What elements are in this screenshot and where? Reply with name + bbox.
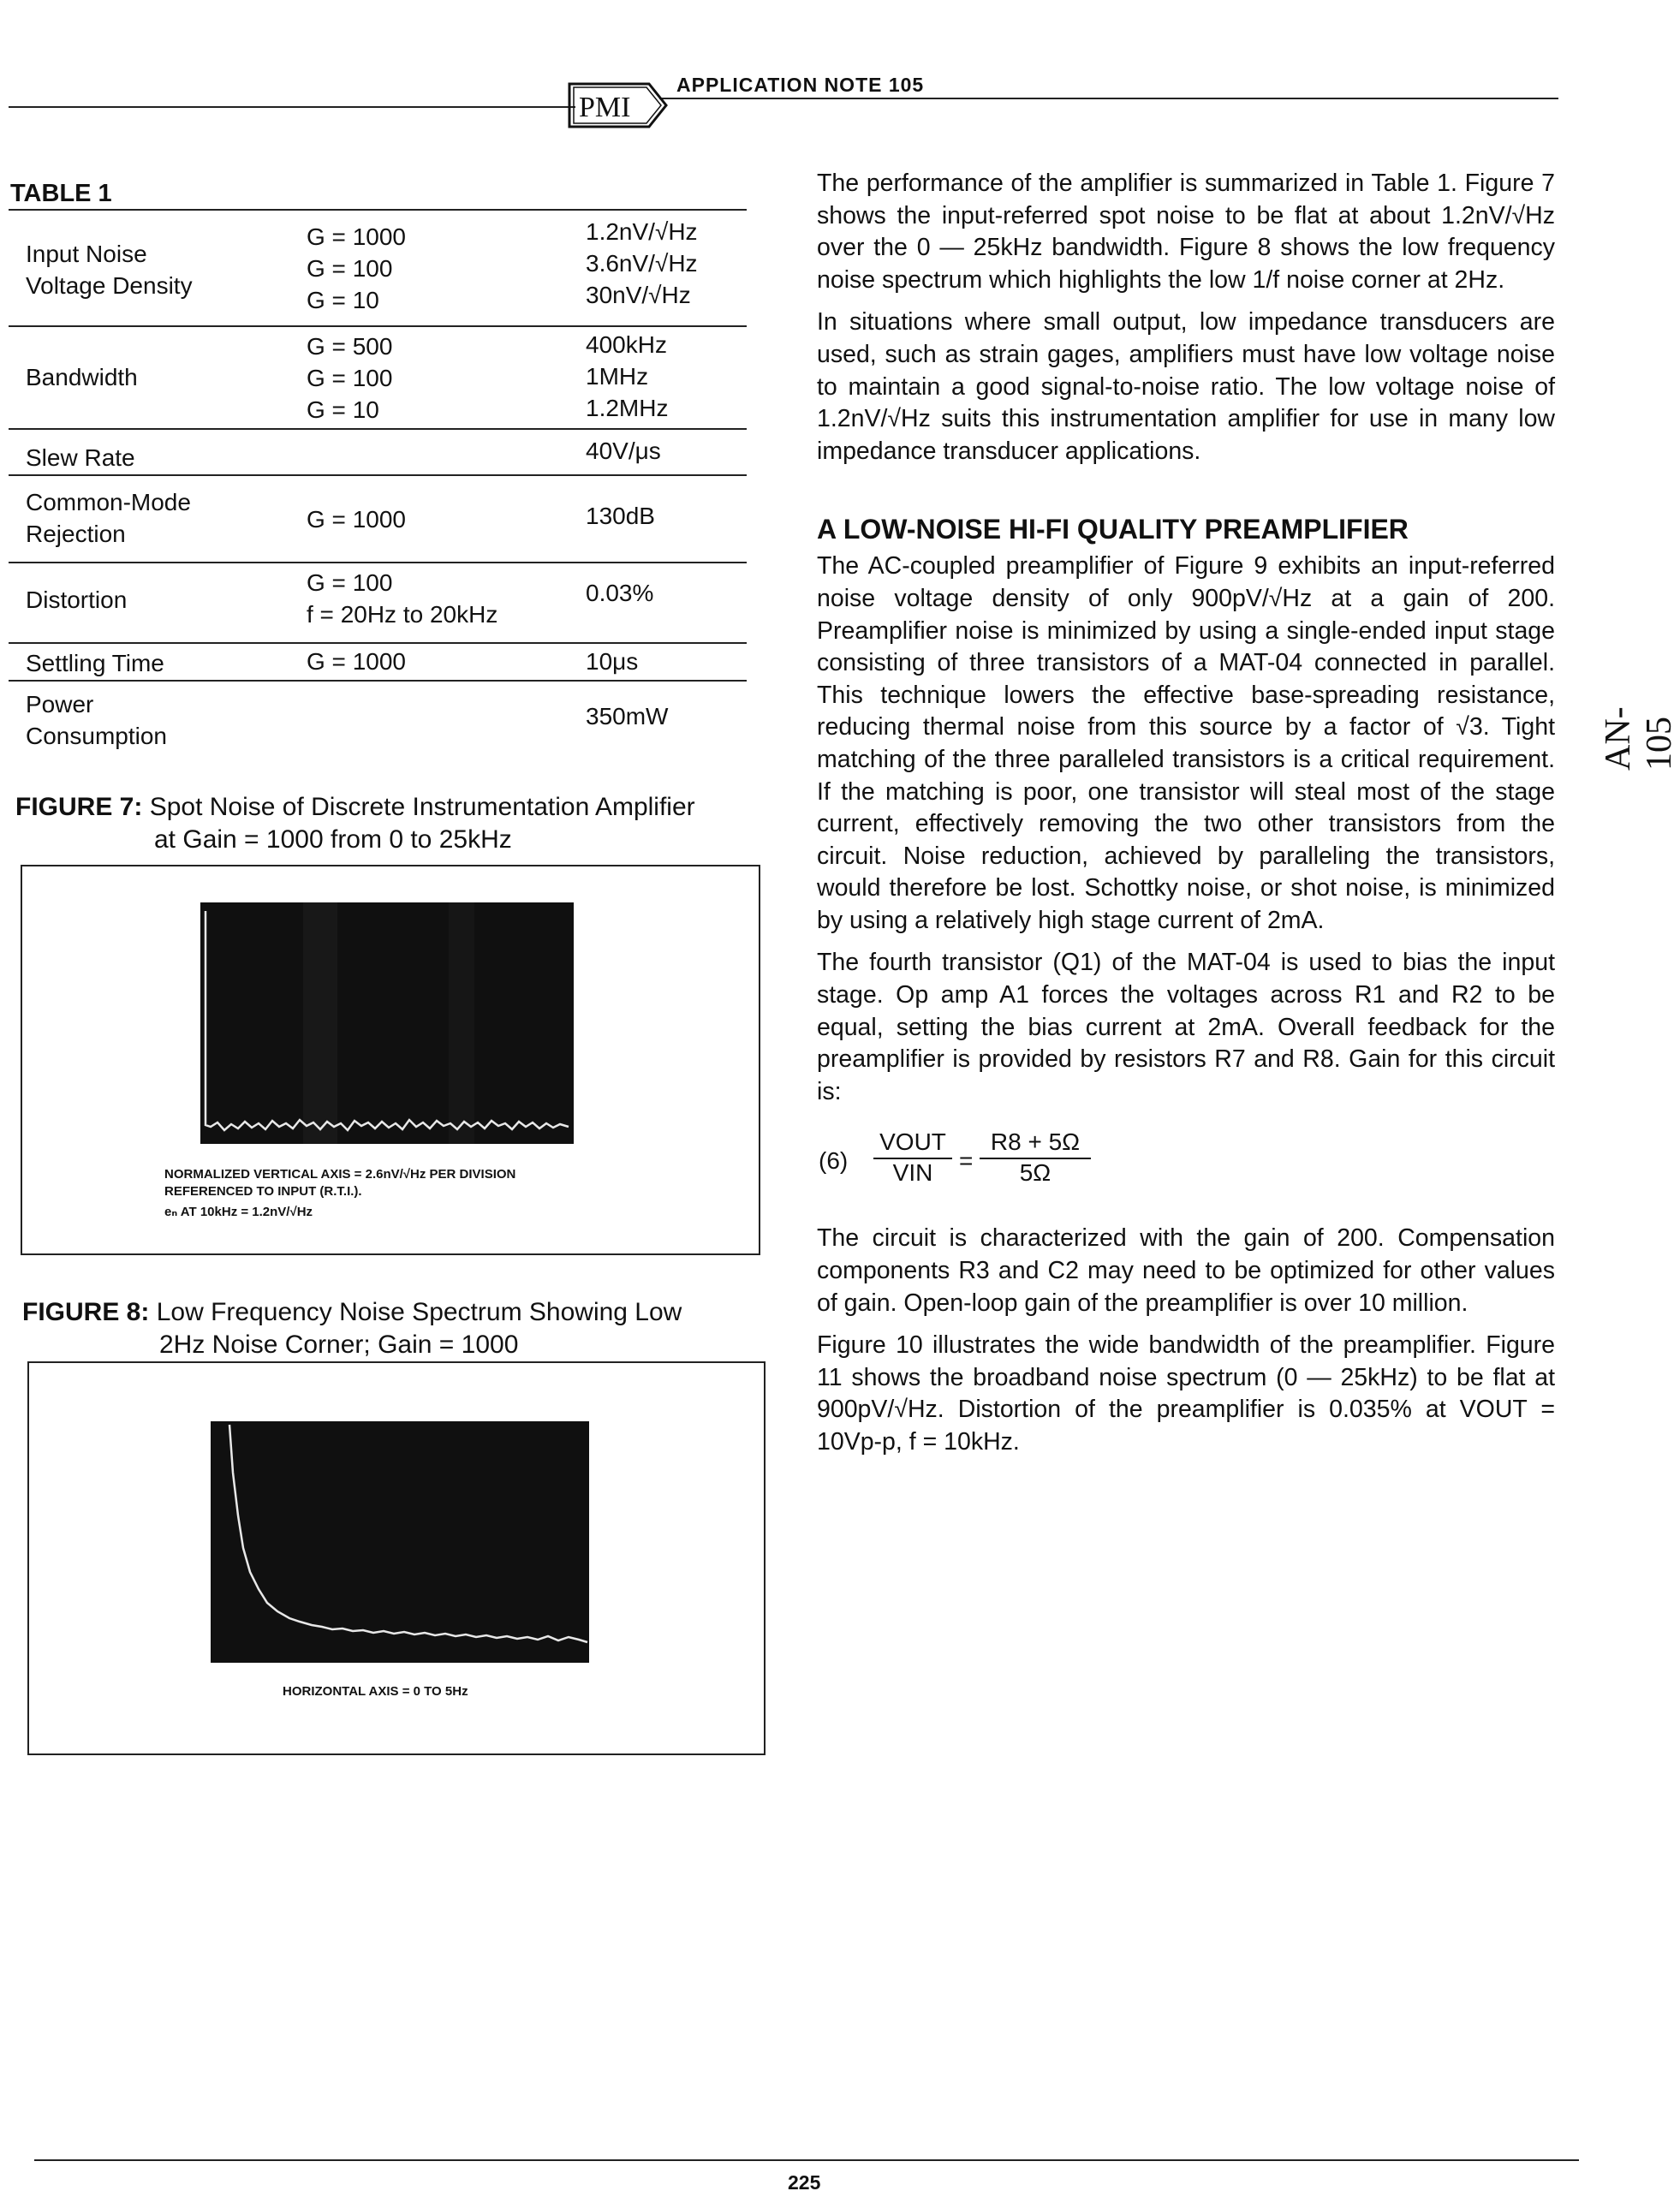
- right-column: [817, 168, 1555, 1459]
- paragraph-bias: The fourth transistor (Q1) of the MAT-04 is used to bias the input stage. Op amp A1 forces the voltages across R1 and R2 to be equal, setting the bias current at 2mA. Overall feedback for the preamplifier is provided by resistors R7 and R8. Gain for this circuit is:: [817, 949, 1555, 1105]
- equation-lhs-numerator: VOUT: [873, 1128, 952, 1159]
- value-cell: [586, 500, 655, 532]
- value-cell: [586, 216, 698, 311]
- table-title: TABLE 1: [10, 180, 112, 207]
- condition-line: G = 100: [307, 569, 393, 596]
- figure8-caption: [22, 1296, 767, 1361]
- value-line: 400kHz: [586, 331, 667, 358]
- pmi-logo-text: PMI: [579, 92, 631, 123]
- figure8-scope-image: [211, 1421, 589, 1663]
- condition-line: f = 20Hz to 20kHz: [307, 601, 498, 628]
- condition-line: G = 100: [307, 255, 393, 282]
- footer-rule: [34, 2159, 1579, 2161]
- page-number: 225: [788, 2171, 821, 2194]
- value-cell: [586, 646, 638, 677]
- figure7-note-line1: NORMALIZED VERTICAL AXIS = 2.6nV/√Hz PER DIVISION: [164, 1167, 516, 1182]
- figure8-caption-line2: 2Hz Noise Corner; Gain = 1000: [159, 1331, 519, 1359]
- equation-lhs: [873, 1128, 952, 1187]
- table-row: [9, 474, 747, 562]
- param-line: Bandwidth: [26, 364, 138, 390]
- param-cell: [26, 647, 164, 679]
- value-line: 3.6nV/√Hz: [586, 250, 698, 277]
- param-line: Slew Rate: [26, 444, 135, 471]
- figure7-caption: [15, 791, 760, 856]
- condition-cell: [307, 646, 406, 677]
- param-line: Common-Mode: [26, 489, 191, 515]
- figure7-scope-image: [200, 902, 574, 1144]
- table-row: [9, 562, 747, 642]
- gain-equation: [817, 1127, 1555, 1204]
- param-line: Settling Time: [26, 650, 164, 676]
- value-cell: [586, 577, 653, 609]
- equation-rhs-denominator: 5Ω: [1019, 1159, 1051, 1187]
- header-rule-left: [9, 106, 575, 108]
- side-tab-label: AN-105: [1599, 706, 1679, 771]
- equation-equals: =: [959, 1147, 974, 1175]
- value-cell: [586, 435, 661, 467]
- value-line: 350mW: [586, 703, 669, 729]
- param-cell: [26, 584, 127, 616]
- condition-line: G = 10: [307, 287, 379, 313]
- figure8-caption-line1: Low Frequency Noise Spectrum Showing Low: [156, 1298, 682, 1326]
- value-line: 40V/μs: [586, 438, 661, 464]
- table-row: [9, 642, 747, 680]
- value-line: 1.2nV/√Hz: [586, 218, 698, 245]
- value-line: 1.2MHz: [586, 395, 669, 421]
- value-cell: [586, 700, 668, 732]
- value-line: 30nV/√Hz: [586, 282, 691, 308]
- spec-table: [9, 209, 747, 760]
- figure8-label: FIGURE 8:: [22, 1298, 150, 1326]
- paragraph-performance: The performance of the amplifier is summarized in Table 1. Figure 7 shows the input-referred spot noise to be flat at about 1.2nV/√Hz over the 0 — 25kHz bandwidth. Figure 8 shows the low frequency noise spectrum which highlights the low 1/f noise corner at 2Hz.: [817, 170, 1555, 294]
- param-cell: [26, 361, 138, 393]
- figure7-caption-line2: at Gain = 1000 from 0 to 25kHz: [154, 825, 512, 854]
- paragraph-preamplifier: The AC-coupled preamplifier of Figure 9 exhibits an input-referred noise voltage density of only 900pV/√Hz at a gain of 200. Preamplifier noise is minimized by using a single-ended input stage consisting of three transistors of a MAT-04 connected in parallel. This technique lowers the effective base-spreading resistance, reducing thermal noise from this source by a factor of √3. Tight matching of the three paralleled transistors is a critical requirement. If the matching is poor, one transistor will steal most of the stage current, effectively removing the two other transistors from the circuit. Noise reduction, achieved by paralleling the transistors, would therefore be lost. Schottky noise, or shot noise, is minimized by using a relatively high stage current of 2mA.: [817, 552, 1555, 934]
- condition-line: G = 100: [307, 365, 393, 391]
- param-line: Voltage Density: [26, 272, 193, 299]
- param-cell: [26, 442, 135, 473]
- figure7-frame: [21, 865, 760, 1255]
- figure7-note-line3: eₙ AT 10kHz = 1.2nV/√Hz: [164, 1205, 313, 1219]
- table-row: [9, 428, 747, 474]
- equation-lhs-denominator: VIN: [892, 1159, 933, 1187]
- equation-rhs: [980, 1128, 1091, 1187]
- paragraph-transducers: In situations where small output, low impedance transducers are used, such as strain gages, amplifiers must have low voltage noise to maintain a good signal-to-noise ratio. The low voltage noise of 1.2nV/√Hz suits this instrumentation amplifier for use in many low impedance transducer applications.: [817, 308, 1555, 465]
- paragraph-compensation: The circuit is characterized with the gain of 200. Compensation components R3 and C2 may need to be optimized for other values of gain. Open-loop gain of the preamplifier is over 10 million.: [817, 1224, 1555, 1317]
- param-cell: [26, 238, 193, 301]
- figure8-note: HORIZONTAL AXIS = 0 TO 5Hz: [283, 1684, 468, 1699]
- param-line: Consumption: [26, 723, 167, 749]
- table-row: [9, 209, 747, 325]
- figure7-note-line2: REFERENCED TO INPUT (R.T.I.).: [164, 1184, 362, 1199]
- value-line: 0.03%: [586, 580, 654, 606]
- table-row: [9, 680, 747, 760]
- figure8-frame: [27, 1361, 766, 1755]
- value-line: 130dB: [586, 503, 655, 529]
- section-heading: A LOW-NOISE HI-FI QUALITY PREAMPLIFIER: [817, 514, 1409, 545]
- condition-line: G = 10: [307, 396, 379, 423]
- param-line: Power: [26, 691, 94, 717]
- condition-cell: [307, 503, 406, 535]
- condition-cell: [307, 567, 497, 630]
- pmi-logo: [567, 80, 670, 130]
- param-cell: [26, 486, 191, 550]
- condition-line: G = 500: [307, 333, 393, 360]
- condition-line: G = 1000: [307, 648, 406, 675]
- condition-line: G = 1000: [307, 506, 406, 533]
- param-line: Distortion: [26, 586, 128, 613]
- condition-cell: [307, 330, 392, 426]
- param-line: Rejection: [26, 521, 126, 547]
- figure7-label: FIGURE 7:: [15, 793, 143, 821]
- header-rule-right: [659, 98, 1558, 99]
- table-row: [9, 325, 747, 428]
- figure7-note: [164, 1166, 515, 1221]
- equation-rhs-numerator: R8 + 5Ω: [980, 1128, 1091, 1159]
- condition-line: G = 1000: [307, 223, 406, 250]
- value-line: 10μs: [586, 648, 639, 675]
- equation-number: (6): [819, 1147, 849, 1175]
- value-cell: [586, 329, 668, 424]
- value-line: 1MHz: [586, 363, 649, 390]
- paragraph-bandwidth: Figure 10 illustrates the wide bandwidth of the preamplifier. Figure 11 shows the broadband noise spectrum (0 — 25kHz) to be flat at 900pV/√Hz. Distortion of the preamplifier is 0.035% at VOUT = 10Vp-p, f = 10kHz.: [817, 1331, 1555, 1456]
- param-cell: [26, 688, 167, 752]
- condition-cell: [307, 221, 406, 316]
- param-line: Input Noise: [26, 241, 147, 267]
- header-title: APPLICATION NOTE 105: [676, 74, 925, 96]
- figure7-caption-line1: Spot Noise of Discrete Instrumentation Amplifier: [149, 793, 695, 821]
